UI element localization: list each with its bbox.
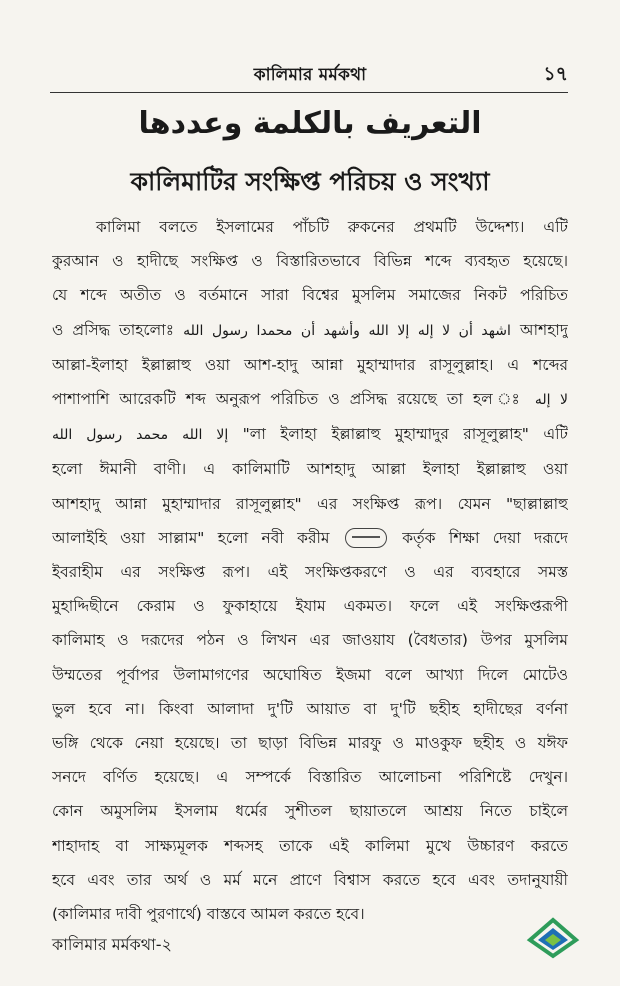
body-line bbox=[52, 417, 568, 452]
body-line: কোন অমুসলিম ইসলাম ধর্মের সুশীতল ছায়াতলে আশ্রয় নিতে চাইলে bbox=[52, 802, 568, 821]
body-line bbox=[52, 313, 568, 348]
running-title: কালিমার মর্মকথা bbox=[253, 65, 367, 85]
body-line: কুরআন ও হাদীছে সংক্ষিপ্ত ও বিস্তারিতভাবে বিভিন্ন শব্দে ব্যবহৃত হয়েছে। bbox=[52, 252, 568, 271]
body-line bbox=[52, 382, 568, 417]
body-line: কালিমাহ ও দরূদের পঠন ও লিখন এর জাওয়ায (বৈধতার) উপর মুসলিম bbox=[52, 631, 568, 650]
body-line: হলো ঈমানী বাণী। এ কালিমাটি আশহাদু আল্লা ইলাহা ইল্লাল্লাহু ওয়া bbox=[52, 460, 568, 479]
body-line: আল্লা-ইলাহা ইল্লাল্লাহু ওয়া আশ-হাদু আন্না মুহাম্মাদার রাসূলুল্লাহ। এ শব্দের bbox=[52, 355, 568, 374]
body-text-segment: পাশাপাশি আরেকটি শব্দ অনুরূপ পরিচিত ও প্রসিদ্ধ রয়েছে তা হল ঃ bbox=[52, 390, 525, 409]
body-text-segment: আশহাদু bbox=[519, 320, 568, 339]
body-line: (কালিমার দাবী পুরণার্থে) বাস্তবে আমল করতে হবে। bbox=[52, 905, 365, 924]
body-line: ভুল হবে না। কিংবা আলাদা দু'টি আয়াত বা দু'টি ছহীহ হাদীছের বর্ণনা bbox=[52, 699, 568, 718]
body-line: মুহাদ্দিছীনে কেরাম ও ফুকাহায়ে ইযাম একমত। ফলে এই সংক্ষিপ্তরূপী bbox=[52, 597, 568, 616]
footer-signature: কালিমার মর্মকথা-২ bbox=[52, 935, 172, 954]
body-line: আশহাদু আন্না মুহাম্মাদার রাসূলুল্লাহ" এর সংক্ষিপ্ত রূপ। যেমন "ছাল্লাল্লাহু bbox=[52, 494, 568, 513]
body-text-segment: কর্তৃক শিক্ষা দেয়া দরূদে bbox=[402, 528, 568, 547]
body-line: ভঙ্গি থেকে নেয়া হয়েছে। তা ছাড়া বিভিন্ন মারফু ও মাওকুফ ছহীহ ও যঈফ bbox=[52, 734, 568, 753]
header-rule bbox=[50, 92, 568, 93]
body-line: কালিমা বলতে ইসলামের পাঁচটি রুকনের প্রথমটি উদ্দেশ্য। এটি bbox=[96, 218, 568, 236]
body-text-segment: ও প্রসিদ্ধ তাহলোঃ bbox=[52, 320, 174, 339]
publisher-logo-icon bbox=[524, 916, 582, 960]
body-line: যে শব্দে অতীত ও বর্তমানে সারা বিশ্বের মুসলিম সমাজের নিকট পরিচিত bbox=[52, 286, 568, 305]
body-text-segment: আলাইহি ওয়া সাল্লাম" হলো নবী করীম bbox=[52, 528, 330, 547]
body-line bbox=[52, 521, 568, 555]
body-line: শাহাদাহ বা সাক্ষ্যমূলক শব্দসহ তাকে এই কালিমা মুখে উচ্চারণ করতে bbox=[52, 836, 568, 855]
body-line: সনদে বর্ণিত হয়েছে। এ সম্পর্কে বিস্তারিত আলোচনা পরিশিষ্টে দেখুন। bbox=[52, 768, 568, 787]
body-text bbox=[52, 210, 568, 931]
bengali-title: কালিমাটির সংক্ষিপ্ত পরিচয় ও সংখ্যা bbox=[130, 167, 490, 196]
salawat-seal-icon bbox=[345, 528, 387, 548]
arabic-title: التعريف بالكلمة وعددها bbox=[138, 106, 482, 141]
body-text-segment: "লা ইলাহা ইল্লাল্লাহু মুহাম্মাদুর রাসূলুল্লাহ" এটি bbox=[242, 425, 568, 444]
body-line: উম্মতের পূর্বাপর উলামাগণের অঘোষিত ইজমা বলে আখ্যা দিলে মোটেও bbox=[52, 665, 568, 684]
arabic-inline: إلا الله محمد رسول الله bbox=[52, 427, 229, 444]
page-number: ১৭ bbox=[543, 63, 568, 85]
body-line: ইবরাহীম এর সংক্ষিপ্ত রূপ। এই সংক্ষিপ্তকরণে ও এর ব্যবহারে সমস্ত bbox=[52, 563, 568, 582]
body-line: হবে এবং তার অর্থ ও মর্ম মনে প্রাণে বিশ্বাস করতে হবে এবং তদানুযায়ী bbox=[52, 870, 568, 889]
arabic-inline: اشهد أن لا إله إلا الله وأشهد أن محمدا رسول الله bbox=[183, 322, 511, 339]
arabic-inline: لا إله bbox=[534, 392, 568, 409]
